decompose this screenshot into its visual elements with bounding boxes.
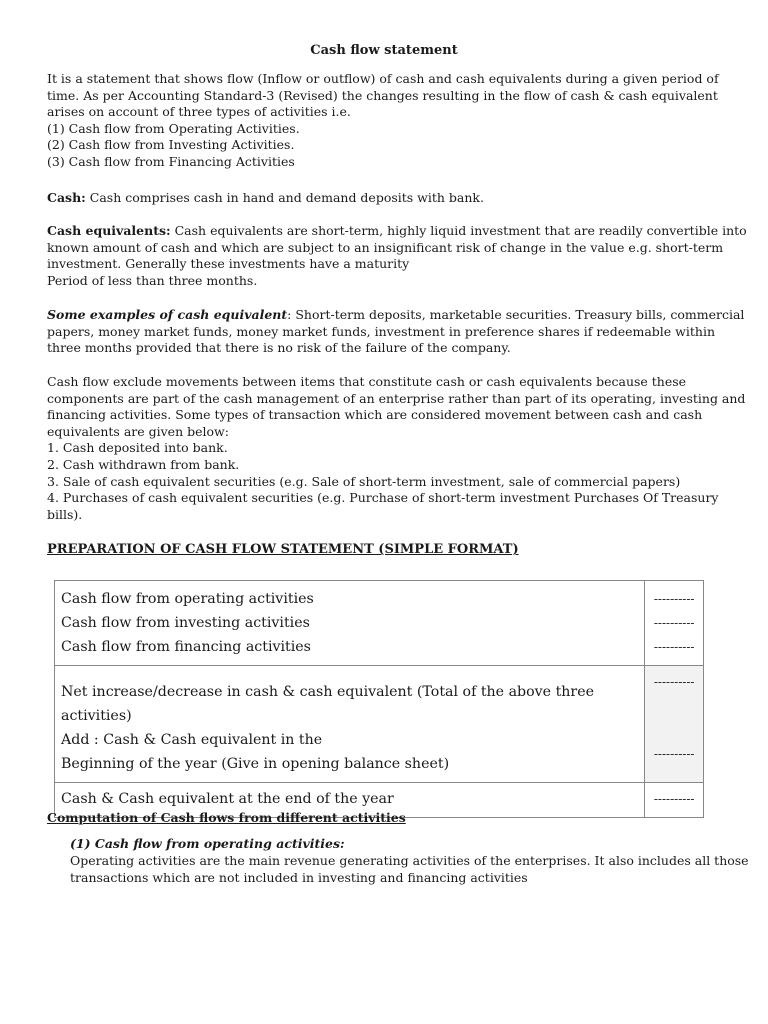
movement-item: 3. Sale of cash equivalent securities (e.g. Sale of short-term investment, sale of commercial papers) (47, 473, 681, 489)
cash-equivalents-line: Period of less than three months. (47, 272, 258, 288)
amount-placeholder: ---------- (653, 675, 695, 689)
movement-item: 2. Cash withdrawn from bank. (47, 456, 240, 472)
amount-placeholder: ---------- (653, 616, 695, 630)
preparation-heading: PREPARATION OF CASH FLOW STATEMENT (SIMPLE FORMAT) (47, 542, 519, 557)
operating-activities-paragraph (70, 853, 749, 886)
operating-activities-heading: (1) Cash flow from operating activities: (70, 836, 345, 851)
intro-paragraph (47, 71, 727, 171)
amount-placeholder: ---------- (653, 640, 695, 654)
activity-item-investing: (2) Cash flow from Investing Activities. (47, 137, 295, 153)
cash-equivalents-line: investment. Generally these investments have a maturity (47, 256, 410, 272)
activity-item-financing: (3) Cash flow from Financing Activities (47, 153, 295, 169)
operating-line: Operating activities are the main revenue generating activities of the enterprises. It also includes all those (70, 853, 749, 868)
examples-paragraph (47, 307, 745, 357)
movement-item: 1. Cash deposited into bank. (47, 440, 228, 456)
examples-line: papers, money market funds, money market funds, investment in preference shares if redeemable within (47, 323, 715, 339)
cash-text: Cash comprises cash in hand and demand deposits with bank. (85, 190, 484, 205)
exclusion-paragraph (47, 374, 746, 523)
net-change-cell (55, 666, 645, 783)
cash-equivalents-label: Cash equivalents: (47, 223, 171, 238)
table-line: Cash flow from financing activities (61, 639, 311, 655)
table-line: Beginning of the year (Give in opening balance sheet) (61, 756, 450, 772)
exclusion-line: Cash flow exclude movements between items that constitute cash or cash equivalents because these (47, 374, 687, 389)
cash-equivalents-line: known amount of cash and which are subject to an insignificant risk of change in the value e.g. short-term (47, 239, 724, 255)
table-line: Cash flow from investing activities (61, 615, 310, 631)
examples-text: : Short-term deposits, marketable securities. Treasury bills, commercial (287, 307, 745, 322)
table-line: Cash flow from operating activities (61, 591, 314, 607)
exclusion-line: equivalents are given below: (47, 423, 229, 439)
activities-cell (55, 581, 645, 666)
examples-line: three months provided that there is no risk of the failure of the company. (47, 340, 511, 356)
amount-cell (645, 783, 704, 818)
amount-placeholder: ---------- (653, 592, 695, 606)
table-line: Net increase/decrease in cash & cash equivalent (Total of the above three activities) (61, 684, 594, 724)
cash-definition (47, 190, 727, 207)
operating-line: transactions which are not included in investing and financing activities (70, 869, 528, 885)
intro-line: It is a statement that shows flow (Inflow or outflow) of cash and cash equivalents during a given period of (47, 71, 719, 86)
computation-heading: Computation of Cash flows from different activities (47, 810, 406, 825)
amount-placeholder: ---------- (653, 792, 695, 806)
amount-placeholder: ---------- (653, 747, 695, 761)
examples-label: Some examples of cash equivalent (47, 307, 288, 322)
movement-item-continued: bills). (47, 506, 83, 522)
cash-label: Cash: (47, 190, 86, 205)
exclusion-line: components are part of the cash management of an enterprise rather than part of its operating, investing and (47, 390, 746, 406)
table-row (55, 581, 704, 666)
document-title: Cash flow statement (310, 43, 458, 58)
intro-line: arises on account of three types of activities i.e. (47, 104, 351, 120)
table-line: Add : Cash & Cash equivalent in the (61, 732, 323, 748)
movement-item: 4. Purchases of cash equivalent securities (e.g. Purchase of short-term investment Purchases Of Treasury (47, 490, 719, 506)
table-row (55, 666, 704, 783)
cash-flow-format-table (54, 580, 704, 818)
intro-line: time. As per Accounting Standard-3 (Revised) the changes resulting in the flow of cash & cash equivalent (47, 87, 718, 103)
activity-item-operating: (1) Cash flow from Operating Activities. (47, 120, 300, 136)
exclusion-line: financing activities. Some types of transaction which are considered movement between cash and cash (47, 407, 703, 423)
amount-cell (645, 666, 704, 783)
cash-equivalents-text: Cash equivalents are short-term, highly liquid investment that are readily convertible into (170, 223, 747, 238)
table-line: Cash & Cash equivalent at the end of the year (61, 791, 394, 807)
amount-cell (645, 581, 704, 666)
cash-equivalents-definition (47, 223, 747, 289)
